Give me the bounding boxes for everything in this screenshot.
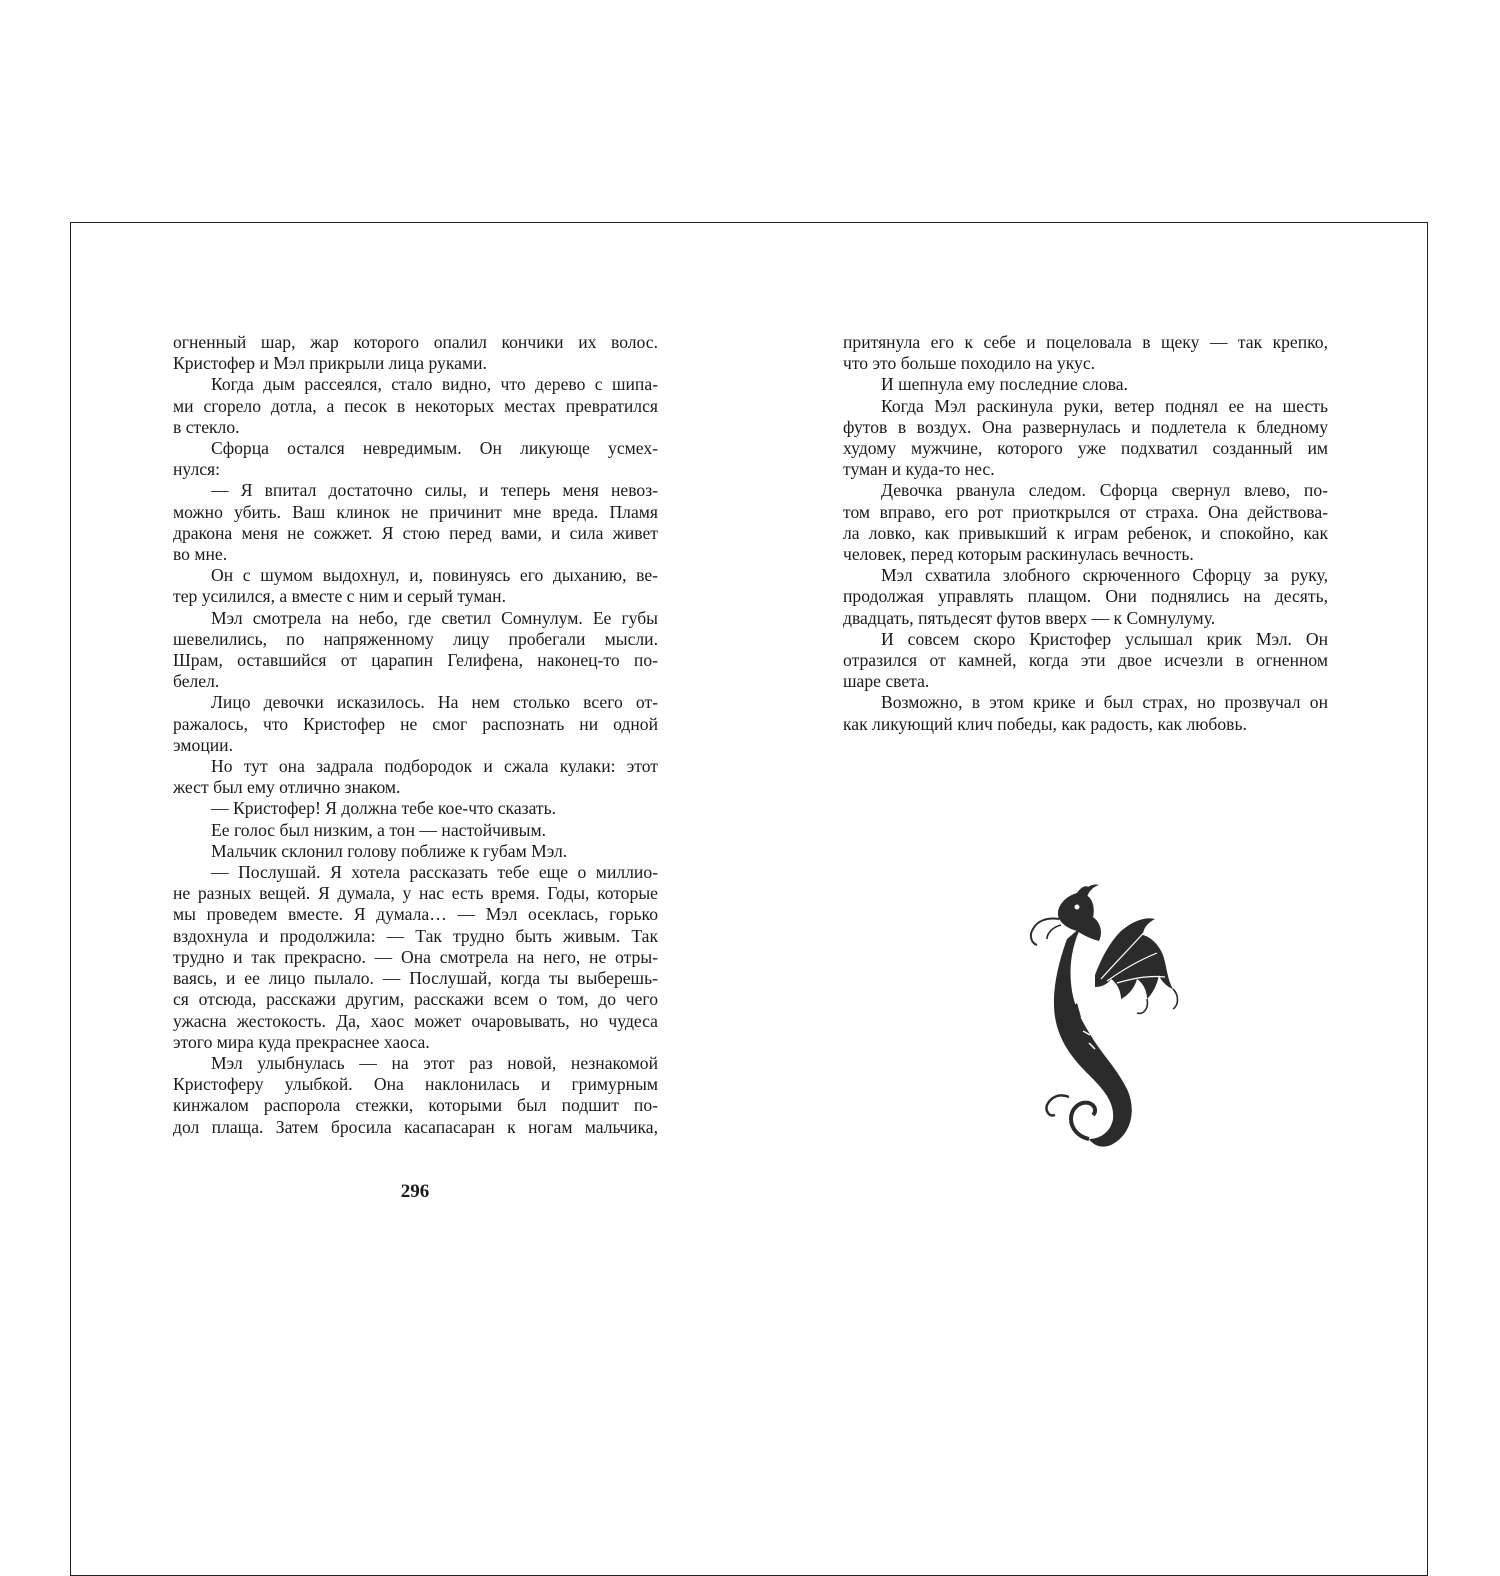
text-line: в стекло. bbox=[173, 416, 240, 437]
text-line: Кристоферу улыбкой. Она наклонилась и гримурным bbox=[173, 1074, 658, 1095]
text-line: футов в воздух. Она развернулась и подлетела к бледному bbox=[843, 416, 1328, 437]
text-line: дракона меня не сожжет. Я стою перед вами, и сила живет bbox=[173, 522, 658, 543]
text-line: белел. bbox=[173, 671, 220, 692]
text-line: — Послушай. Я хотела рассказать тебе еще о миллио- bbox=[211, 862, 658, 883]
text-line: огненный шар, жар которого опалил кончики их волос. bbox=[173, 332, 658, 352]
text-line: шевелились, по напряженному лицу пробегали мысли. bbox=[173, 628, 658, 649]
text-line: ся отсюда, расскажи другим, расскажи всем о том, до чего bbox=[173, 989, 658, 1010]
text-line: Шрам, оставшийся от царапин Гелифена, наконец-то по- bbox=[173, 650, 658, 671]
text-line: отразился от камней, когда эти двое исчезли в огненном bbox=[843, 650, 1328, 671]
text-line: Когда дым рассеялся, стало видно, что дерево с шипа- bbox=[211, 374, 658, 395]
text-line: продолжая управлять плащом. Они поднялись на десять, bbox=[843, 586, 1328, 607]
page-number: 296 bbox=[400, 1181, 430, 1202]
text-line: Девочка рванула следом. Сфорца свернул влево, по- bbox=[881, 480, 1328, 501]
text-line: ла ловко, как привыкший к играм ребенок, и спокойно, как bbox=[843, 522, 1328, 543]
text-line: Когда Мэл раскинула руки, ветер поднял ее на шесть bbox=[881, 395, 1328, 416]
text-line: во мне. bbox=[173, 544, 228, 565]
left-page-text bbox=[173, 332, 658, 1138]
text-line: не разных вещей. Я думала, у нас есть время. Годы, которые bbox=[173, 883, 658, 904]
text-line: худому мужчине, которого уже подхватил созданный им bbox=[843, 438, 1328, 459]
text-line: тер усилился, а вместе с ним и серый туман. bbox=[173, 586, 506, 607]
text-line: Он с шумом выдохнул, и, повинуясь его дыханию, ве- bbox=[211, 565, 658, 586]
text-line: вздохнула и продолжила: — Так трудно быть живым. Так bbox=[173, 925, 658, 946]
text-line: Мэл улыбнулась — на этот раз новой, незнакомой bbox=[211, 1052, 658, 1073]
book-spread bbox=[70, 222, 1428, 1576]
text-line: жест был ему отлично знаком. bbox=[173, 777, 401, 798]
dragon-vignette-icon bbox=[997, 883, 1187, 1153]
text-line: Мальчик склонил голову поближе к губам Мэл. bbox=[211, 840, 568, 861]
text-line: мы проведем вместе. Я думала… — Мэл осеклась, горько bbox=[173, 904, 658, 925]
text-line: как ликующий клич победы, как радость, как любовь. bbox=[843, 713, 1247, 734]
text-line: трудно и так прекрасно. — Она смотрела на него, не отры- bbox=[173, 946, 658, 967]
text-line: Возможно, в этом крике и был страх, но прозвучал он bbox=[881, 692, 1328, 713]
text-line: Сфорца остался невредимым. Он ликующе усмех- bbox=[211, 438, 658, 459]
text-line: кинжалом распорола стежки, которыми был подшит по- bbox=[173, 1095, 658, 1116]
text-line: двадцать, пятьдесят футов вверх — к Сомнулуму. bbox=[843, 607, 1216, 628]
text-line: можно убить. Ваш клинок не причинит мне вреда. Пламя bbox=[173, 501, 658, 522]
text-line: том вправо, его рот приоткрылся от страха. Она действова- bbox=[843, 501, 1328, 522]
text-line: — Кристофер! Я должна тебе кое-что сказать. bbox=[211, 798, 557, 819]
text-line: Мэл смотрела на небо, где светил Сомнулум. Ее губы bbox=[211, 607, 658, 628]
text-line: Кристофер и Мэл прикрыли лица руками. bbox=[173, 353, 487, 374]
text-line: ми сгорело дотла, а песок в некоторых местах превратился bbox=[173, 395, 658, 416]
text-line: ваясь, и ее лицо пылало. — Послушай, когда ты выберешь- bbox=[173, 968, 658, 989]
text-line: притянула его к себе и поцеловала в щеку — так крепко, bbox=[843, 332, 1328, 352]
text-line: эмоции. bbox=[173, 734, 233, 755]
text-line: нулся: bbox=[173, 459, 221, 480]
text-line: И шепнула ему последние слова. bbox=[881, 374, 1128, 395]
text-line: что это больше походило на укус. bbox=[843, 353, 1096, 374]
text-line: Мэл схватила злобного скрюченного Сфорцу за руку, bbox=[881, 565, 1328, 586]
text-line: туман и куда-то нес. bbox=[843, 459, 995, 480]
right-page-text bbox=[843, 332, 1328, 735]
text-line: этого мира куда прекраснее хаоса. bbox=[173, 1031, 430, 1052]
text-line: ражалось, что Кристофер не смог распознать ни одной bbox=[173, 713, 658, 734]
text-line: И совсем скоро Кристофер услышал крик Мэл. Он bbox=[881, 628, 1328, 649]
text-line: Лицо девочки исказилось. На нем столько всего от- bbox=[211, 692, 658, 713]
text-line: дол плаща. Затем бросила касапасаран к ногам мальчика, bbox=[173, 1116, 658, 1137]
text-line: шаре света. bbox=[843, 671, 930, 692]
text-line: Но тут она задрала подбородок и сжала кулаки: этот bbox=[211, 756, 658, 777]
text-line: Ее голос был низким, а тон — настойчивым. bbox=[211, 819, 547, 840]
text-line: ужасна жестокость. Да, хаос может очаровывать, но чудеса bbox=[173, 1010, 658, 1031]
text-line: — Я впитал достаточно силы, и теперь меня невоз- bbox=[211, 480, 658, 501]
text-line: человек, перед которым раскинулась вечность. bbox=[843, 544, 1194, 565]
